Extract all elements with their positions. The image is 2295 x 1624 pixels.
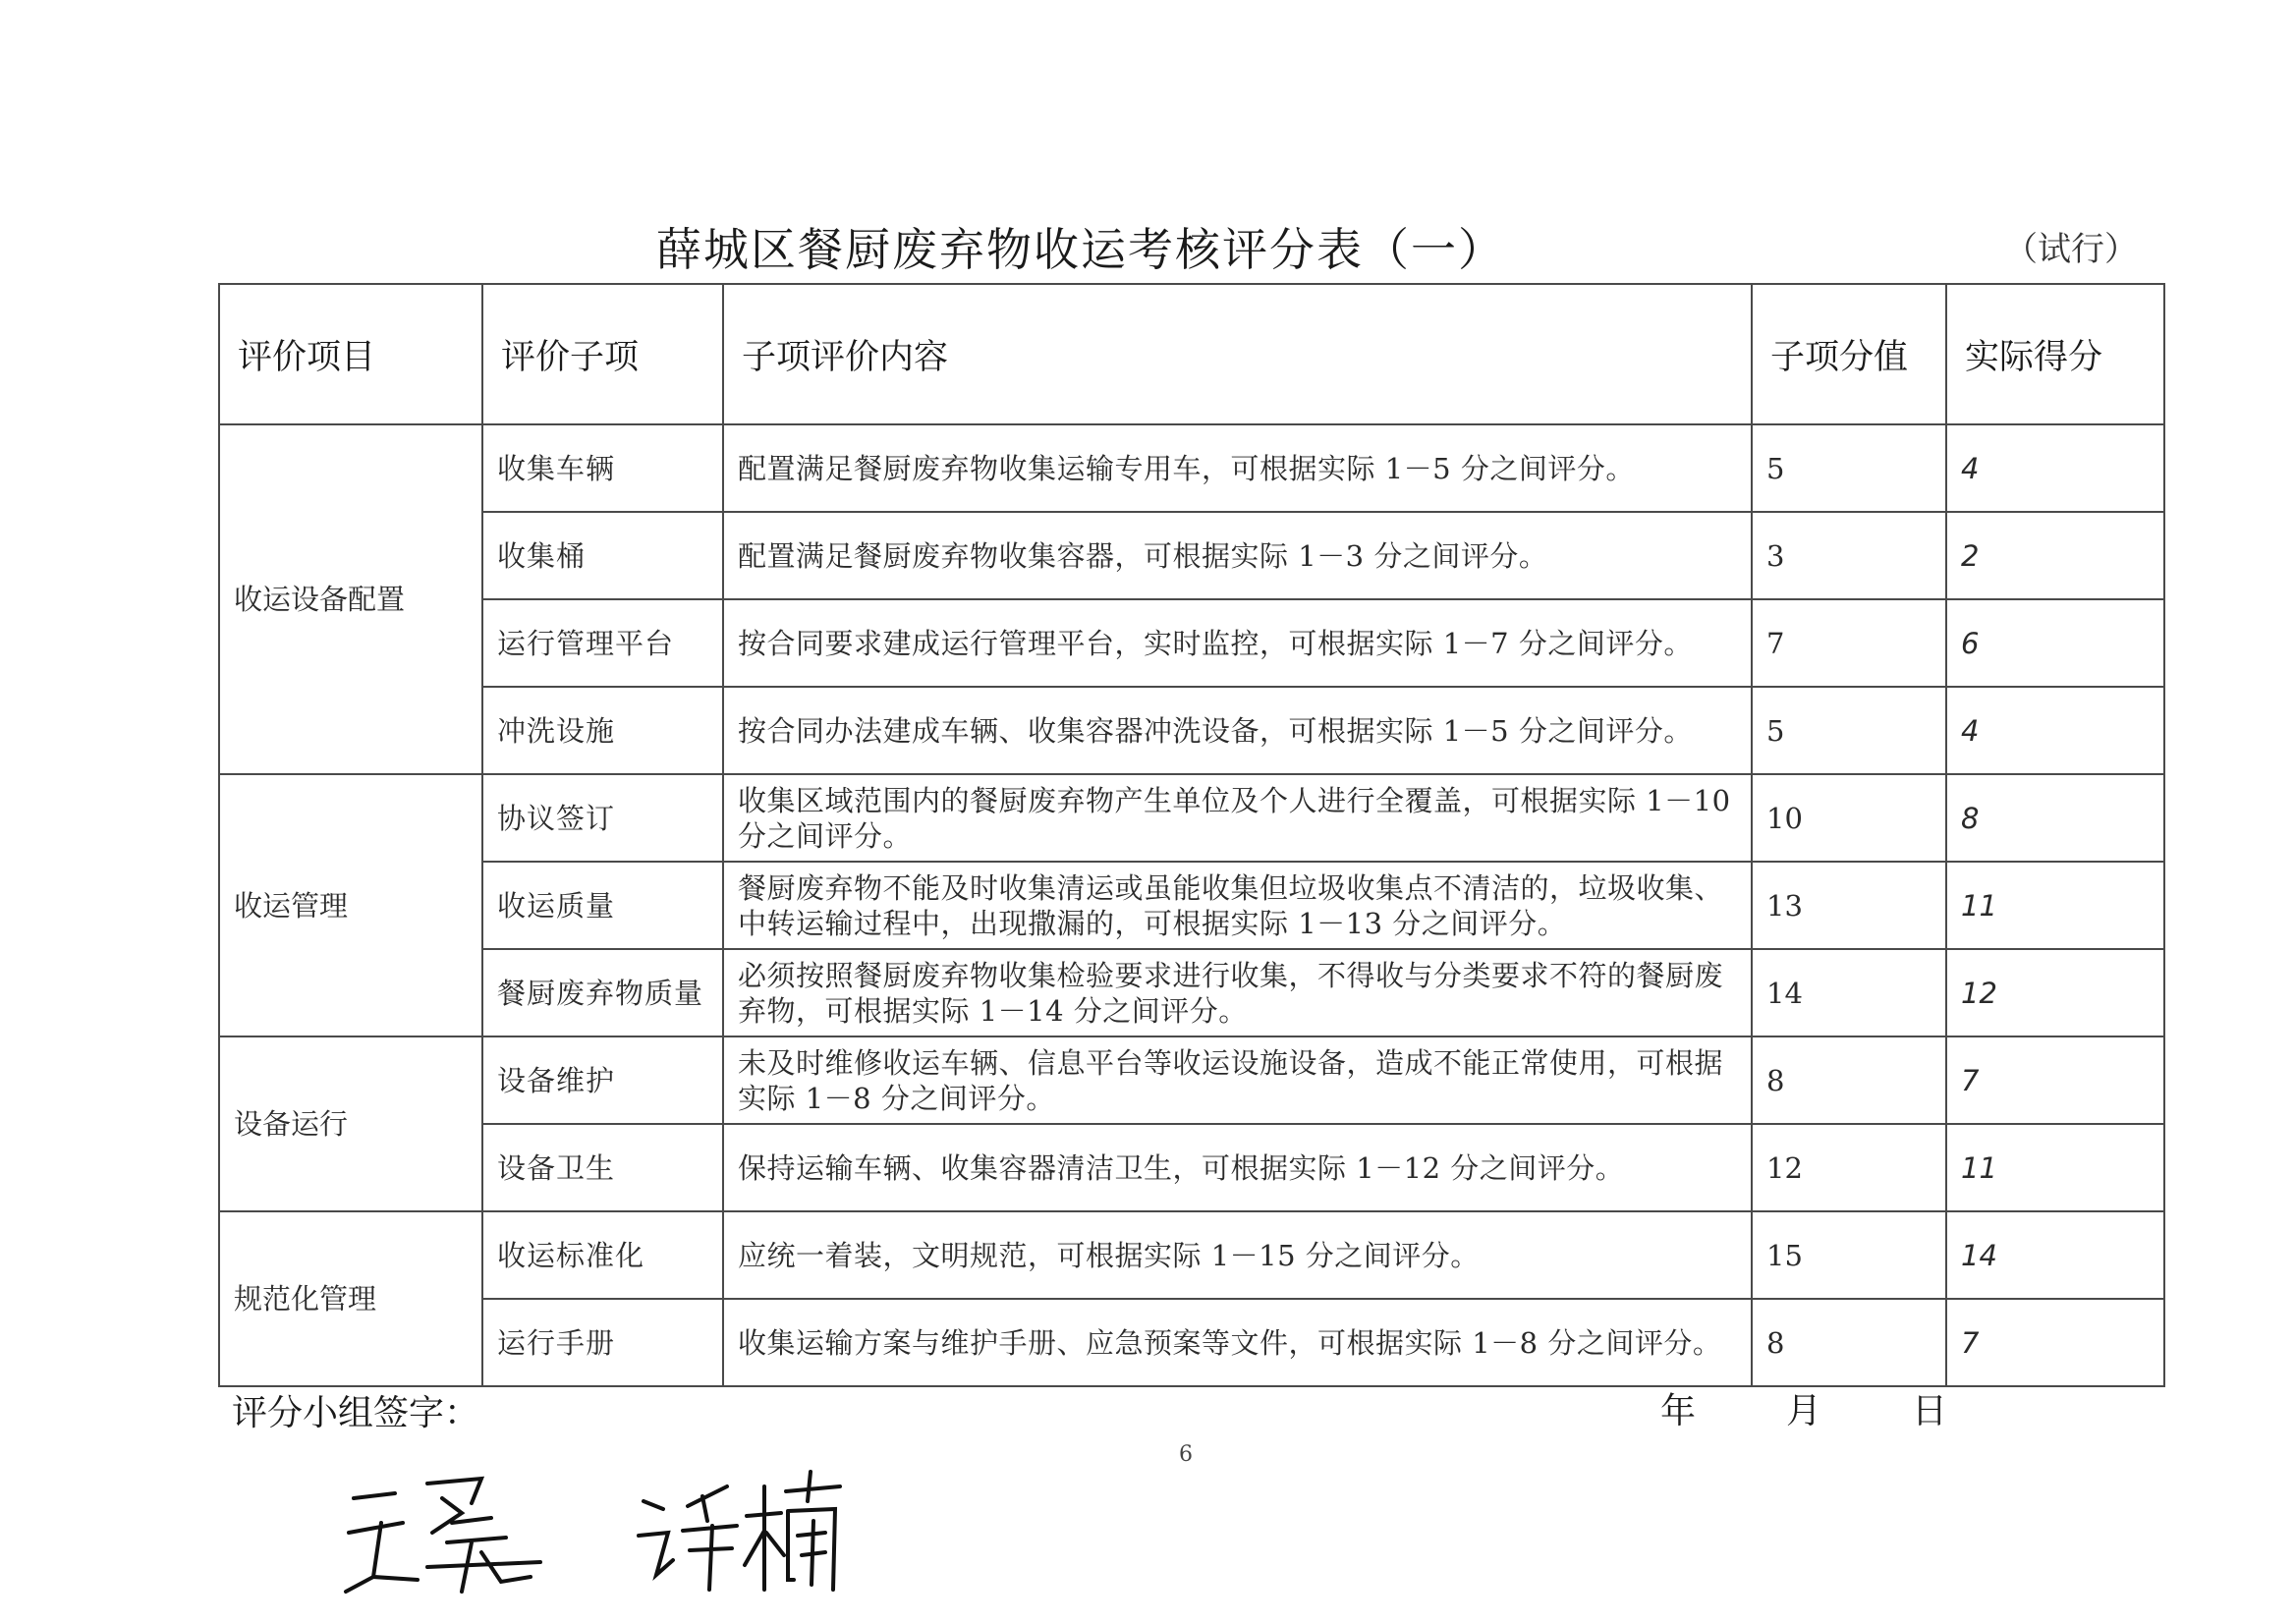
header-category: 评价项目: [219, 284, 482, 424]
handwritten-score: 11: [1946, 1124, 2164, 1211]
subitem-cell: 设备维护: [482, 1036, 723, 1124]
content-cell: 按合同办法建成车辆、收集容器冲洗设备，可根据实际 1－5 分之间评分。: [723, 687, 1752, 774]
header-score: 实际得分: [1946, 284, 2164, 424]
value-cell: 12: [1752, 1124, 1946, 1211]
content-cell: 餐厨废弃物不能及时收集清运或虽能收集但垃圾收集点不清洁的，垃圾收集、中转运输过程中，出现撒漏的，可根据实际 1－13 分之间评分。: [723, 862, 1752, 949]
handwritten-score: 12: [1946, 949, 2164, 1036]
value-cell: 10: [1752, 774, 1946, 862]
handwritten-score: 4: [1946, 687, 2164, 774]
subitem-cell: 收集桶: [482, 512, 723, 599]
subitem-cell: 冲洗设施: [482, 687, 723, 774]
subitem-cell: 协议签订: [482, 774, 723, 862]
content-cell: 保持运输车辆、收集容器清洁卫生，可根据实际 1－12 分之间评分。: [723, 1124, 1752, 1211]
table-row: [219, 862, 2164, 949]
table-row: [219, 599, 2164, 687]
content-cell: 配置满足餐厨废弃物收集运输专用车，可根据实际 1－5 分之间评分。: [723, 424, 1752, 512]
score-table: [218, 283, 2165, 1387]
value-cell: 3: [1752, 512, 1946, 599]
table-row: [219, 1211, 2164, 1299]
category-cell: 收运设备配置: [219, 424, 482, 774]
year-label: 年: [1660, 1391, 1697, 1431]
table-row: [219, 1299, 2164, 1386]
subitem-cell: 运行管理平台: [482, 599, 723, 687]
content-cell: 收集运输方案与维护手册、应急预案等文件，可根据实际 1－8 分之间评分。: [723, 1299, 1752, 1386]
table-row: [219, 1124, 2164, 1211]
subitem-cell: 收集车辆: [482, 424, 723, 512]
subitem-cell: 设备卫生: [482, 1124, 723, 1211]
date-line: [1660, 1383, 1947, 1433]
content-cell: 按合同要求建成运行管理平台，实时监控，可根据实际 1－7 分之间评分。: [723, 599, 1752, 687]
table-header-row: [219, 284, 2164, 424]
category-cell: 设备运行: [219, 1036, 482, 1211]
signature-1: [334, 1454, 570, 1611]
month-label: 月: [1786, 1391, 1822, 1431]
header-value: 子项分值: [1752, 284, 1946, 424]
signature-2: [629, 1462, 855, 1609]
handwritten-score: 4: [1946, 424, 2164, 512]
category-cell: 规范化管理: [219, 1211, 482, 1386]
table-row: [219, 1036, 2164, 1124]
value-cell: 8: [1752, 1036, 1946, 1124]
value-cell: 13: [1752, 862, 1946, 949]
content-cell: 配置满足餐厨废弃物收集容器，可根据实际 1－3 分之间评分。: [723, 512, 1752, 599]
signature-label: 评分小组签字：: [232, 1393, 480, 1433]
document-title: 薛城区餐厨废弃物收运考核评分表（一）: [656, 223, 1505, 276]
table-row: [219, 774, 2164, 862]
header-content: 子项评价内容: [723, 284, 1752, 424]
content-cell: 收集区域范围内的餐厨废弃物产生单位及个人进行全覆盖，可根据实际 1－10 分之间评分。: [723, 774, 1752, 862]
handwritten-score: 7: [1946, 1036, 2164, 1124]
value-cell: 5: [1752, 424, 1946, 512]
subitem-cell: 运行手册: [482, 1299, 723, 1386]
value-cell: 14: [1752, 949, 1946, 1036]
value-cell: 7: [1752, 599, 1946, 687]
subitem-cell: 餐厨废弃物质量: [482, 949, 723, 1036]
value-cell: 15: [1752, 1211, 1946, 1299]
table-row: [219, 424, 2164, 512]
content-cell: 未及时维修收运车辆、信息平台等收运设施设备，造成不能正常使用，可根据实际 1－8 分之间评分。: [723, 1036, 1752, 1124]
page-number: 6: [1179, 1442, 1193, 1467]
category-cell: 收运管理: [219, 774, 482, 1036]
table-row: [219, 687, 2164, 774]
content-cell: 应统一着装，文明规范，可根据实际 1－15 分之间评分。: [723, 1211, 1752, 1299]
subitem-cell: 收运标准化: [482, 1211, 723, 1299]
day-label: 日: [1912, 1391, 1948, 1431]
value-cell: 8: [1752, 1299, 1946, 1386]
table-row: [219, 512, 2164, 599]
value-cell: 5: [1752, 687, 1946, 774]
trial-label: （试行）: [2004, 230, 2138, 269]
handwritten-score: 14: [1946, 1211, 2164, 1299]
header-subitem: 评价子项: [482, 284, 723, 424]
handwritten-score: 7: [1946, 1299, 2164, 1386]
handwritten-score: 8: [1946, 774, 2164, 862]
content-cell: 必须按照餐厨废弃物收集检验要求进行收集，不得收与分类要求不符的餐厨废弃物，可根据实际 1－14 分之间评分。: [723, 949, 1752, 1036]
handwritten-score: 2: [1946, 512, 2164, 599]
table-row: [219, 949, 2164, 1036]
subitem-cell: 收运质量: [482, 862, 723, 949]
handwritten-score: 6: [1946, 599, 2164, 687]
handwritten-score: 11: [1946, 862, 2164, 949]
